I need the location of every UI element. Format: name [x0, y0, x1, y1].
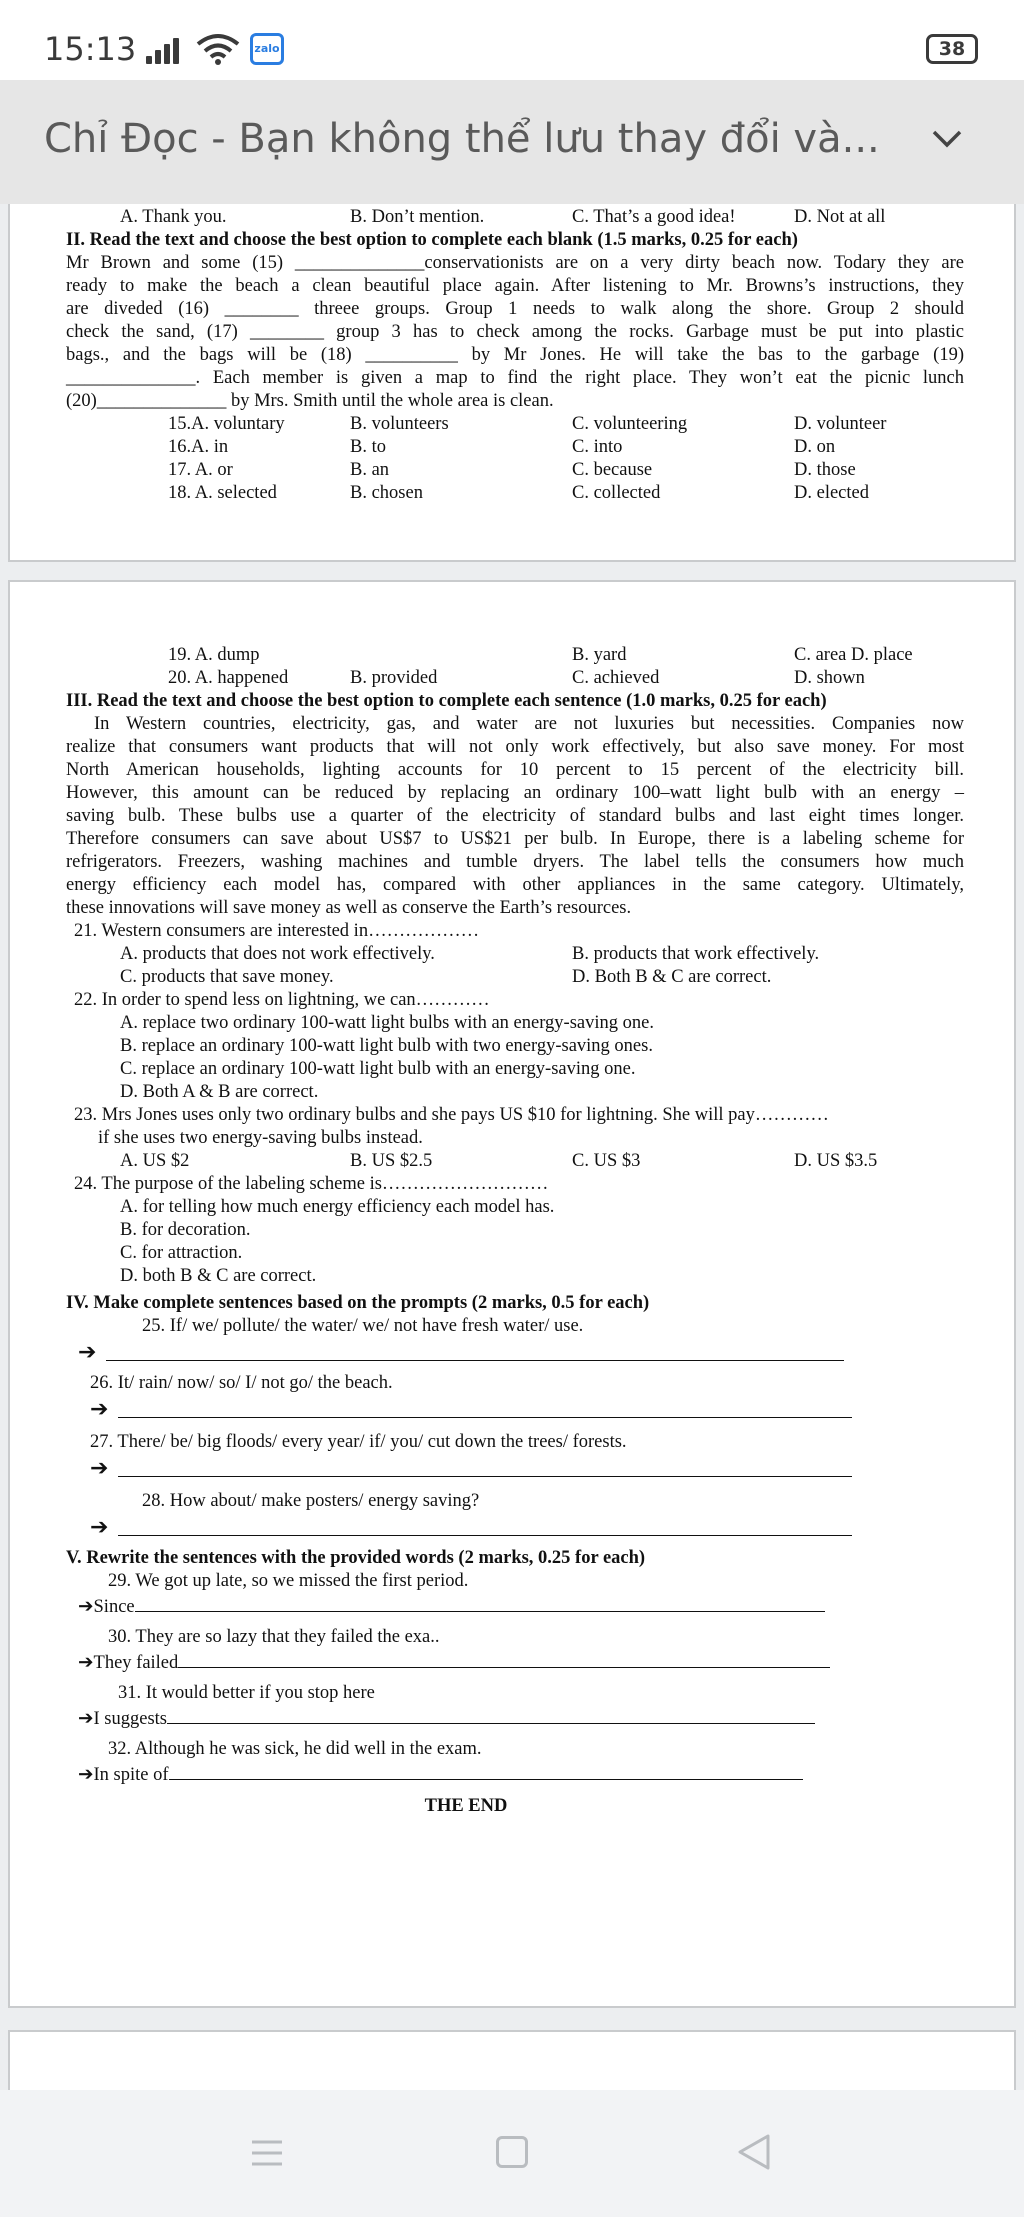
prompt-27: 27. There/ be/ big floods/ every year/ if/ you/ cut down the trees/ forests.	[90, 1432, 627, 1452]
menu-icon[interactable]	[250, 2136, 284, 2170]
question-21: 21. Western consumers are interested in………………	[74, 921, 480, 941]
passage-1: Mr Brown and some (15) ______________conservationists are on a very dirty beach now. Todary they are ready to make the beach a clean beautiful place again. After listening to Mr. Browns’s instructions, they are diveded (16) ________ threee groups. Group 1 needs to walk along the shore. Group 2 should check the sand, (17) ________ group 3 has to check among the rocks. Garbage must be put into plastic bags., and the bags will be (18) __________ by Mr Jones. He will take the bas to the garbage (19) ______________. Each member is given a map to find the right place. They won’t eat the picnic lunch (20)______________ by Mrs. Smith until the whole area is clean.	[66, 253, 964, 411]
section-4-title: IV. Make complete sentences based on the prompts (2 marks, 0.5 for each)	[66, 1293, 650, 1313]
question-23: 23. Mrs Jones uses only two ordinary bulbs and she pays US $10 for lightning. She will pay…………	[74, 1105, 829, 1125]
rewrite-32: 32. Although he was sick, he did well in the exam.	[108, 1739, 482, 1759]
question-19: 19. A. dump B. yard C. area D. place	[168, 645, 913, 665]
status-bar	[0, 0, 1024, 80]
navigation-bar	[0, 2090, 1024, 2217]
document-page-3	[8, 2030, 1016, 2090]
clock: 15:13	[44, 30, 137, 68]
chevron-down-icon[interactable]	[930, 126, 964, 152]
section-2-title: II. Read the text and choose the best option to complete each blank (1.5 marks, 0.25 for each)	[66, 230, 798, 250]
rewrite-30: 30. They are so lazy that they failed the exa..	[108, 1627, 440, 1647]
rewrite-31: 31. It would better if you stop here	[118, 1683, 375, 1703]
the-end: THE END	[424, 1796, 508, 1816]
section-5-title: V. Rewrite the sentences with the provided words (2 marks, 0.25 for each)	[66, 1548, 646, 1568]
question-18: 18. A. selected B. chosen C. collected D. elected	[168, 483, 869, 503]
question-24: 24. The purpose of the labeling scheme is………………………	[74, 1174, 549, 1194]
read-only-title: Chỉ Đọc - Bạn không thể lưu thay đổi và...	[44, 116, 880, 162]
question-16: 16.A. in B. to C. into D. on	[168, 437, 836, 457]
wifi-icon	[196, 32, 240, 66]
question-15: 15.A. voluntary B. volunteers C. volunteering D. volunteer	[168, 414, 887, 434]
document-page-2: 19. A. dump B. yard C. area D. place 20. A. happened B. provided C. achieved D. shown III. Read the text and choose the best option to complete each sentence (1.0 marks, 0.25 for each) In Western countries, electricity, gas, and water are not luxuries but necessities. Companies now realize that consumers want products that will not only work effectively, but also save money. For most North American households, lighting accounts for 10 percent to 15 percent of the electricity bill. However, this amount can be reduced by replacing an ordinary 100–watt light bulb with an energy – saving bulb. These bulbs use a quarter of the electricity of standard bulbs and last eight times longer. Therefore consumers can save about US$7 to US$21 per bulb. In Europe, there is a labeling scheme for refrigerators. Freezers, washing machines and tumble dryers. The label tells the consumers how much energy efficiency each model has, compared with other appliances in the same category. Ultimately, these innovations will save money as well as conserve the Earth’s resources. 21. Western consumers are interested in……………… A. products that does not work effectively. B. products that work effectively. C. products that save money. D. Both B & C are correct. 22. In order to spend less on lightning, we can………… A. replace two ordinary 100-watt light bulbs with an energy-saving one. B. replace an ordinary 100-watt light bulb with two energy-saving ones. C. replace an ordinary 100-watt light bulb with an energy-saving one. D. Both A & B are correct. 23. Mrs Jones uses only two ordinary bulbs and she pays US $10 for lightning. She will pay………… if she uses two energy-saving bulbs instead. A. US $2 B. US $2.5 C. US $3 D. US $3.5 24. The purpose of the labeling scheme is……………………… A. for telling how much energy efficiency each model has. B. for decoration. C. for attraction. D. both B & C are correct. IV. Make complete sentences based on the prompts (2 marks, 0.5 for each) 25. If/ we/ pollute/ the water/ we/ not have fresh water/ use. ➔ 26. It/ rain/ now/ so/ I/ not go/ the beach. ➔ 27. There/ be/ big floods/ every year/ if/ you/ cut down the trees/ forests. ➔ 28. How about/ make posters/ energy saving? ➔ V. Rewrite the sentences with the provided words (2 marks, 0.25 for each) 29. We got up late, so we missed the first period. ➔Since 30. They are so lazy that they failed the exa.. ➔They failed 31. It would better if you stop here ➔I suggests 32. Although he was sick, he did well in the exam. ➔In spite of THE END	[8, 580, 1016, 2008]
zalo-app-icon: zalo	[250, 33, 284, 65]
prev-question-options: A. Thank you. B. Don’t mention. C. That’s a good idea! D. Not at all	[120, 207, 886, 227]
back-icon[interactable]	[736, 2132, 772, 2172]
prompt-25: 25. If/ we/ pollute/ the water/ we/ not have fresh water/ use.	[142, 1316, 584, 1336]
prompt-26: 26. It/ rain/ now/ so/ I/ not go/ the beach.	[90, 1373, 393, 1393]
section-3-title: III. Read the text and choose the best option to complete each sentence (1.0 marks, 0.25 for each)	[66, 691, 827, 711]
document-page-1	[8, 204, 1016, 562]
question-22: 22. In order to spend less on lightning, we can…………	[74, 990, 490, 1010]
read-only-banner[interactable]	[0, 80, 1024, 204]
home-icon[interactable]	[496, 2136, 528, 2168]
question-20: 20. A. happened B. provided C. achieved D. shown	[168, 668, 865, 688]
battery-icon: 38	[926, 34, 978, 64]
question-17: 17. A. or B. an C. because D. those	[168, 460, 856, 480]
prompt-28: 28. How about/ make posters/ energy saving?	[142, 1491, 480, 1511]
rewrite-29: 29. We got up late, so we missed the first period.	[108, 1571, 469, 1591]
reading-passage: In Western countries, electricity, gas, and water are not luxuries but necessities. Companies now realize that consumers want products that will not only work effectively, but also save money. For most North American households, lighting accounts for 10 percent to 15 percent of the electricity bill. However, this amount can be reduced by replacing an ordinary 100–watt light bulb with an energy – saving bulb. These bulbs use a quarter of the electricity of standard bulbs and last eight times longer. Therefore consumers can save about US$7 to US$21 per bulb. In Europe, there is a labeling scheme for refrigerators. Freezers, washing machines and tumble dryers. The label tells the consumers how much energy efficiency each model has, compared with other appliances in the same category. Ultimately, these innovations will save money as well as conserve the Earth’s resources.	[66, 714, 964, 918]
signal-icon	[146, 34, 186, 64]
